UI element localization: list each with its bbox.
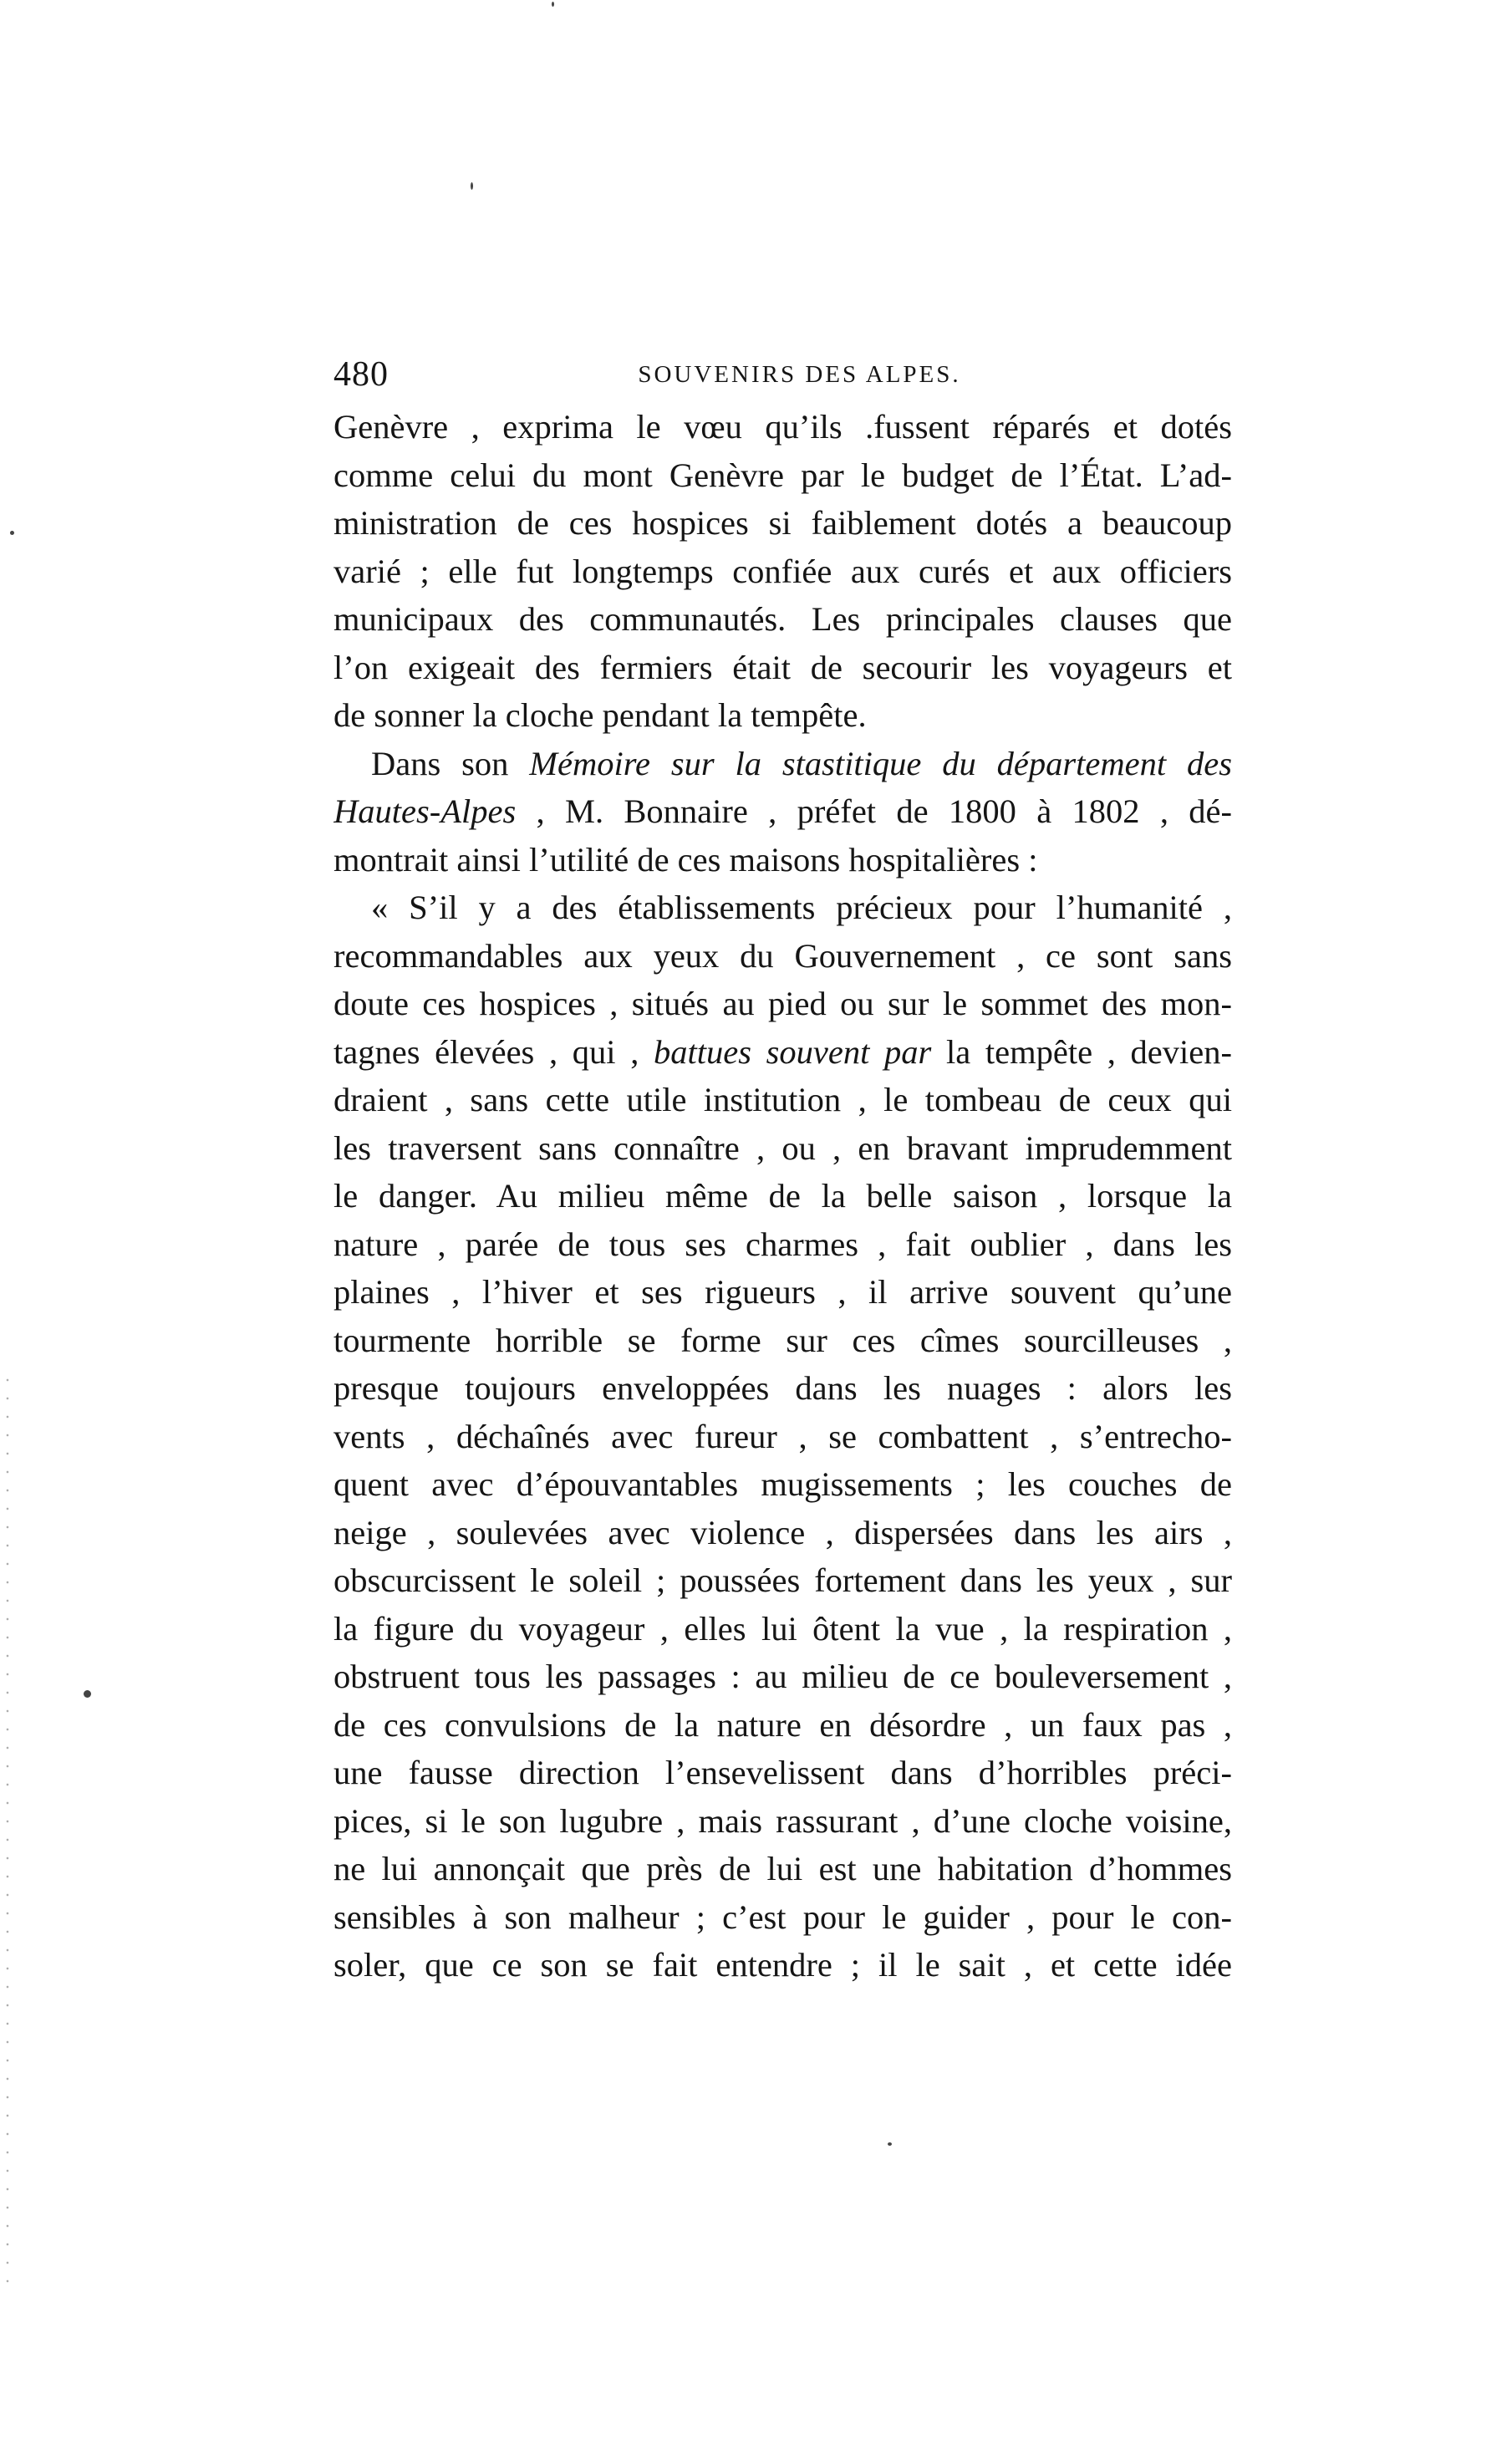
running-title: SOUVENIRS DES ALPES. xyxy=(638,361,961,388)
scan-speck xyxy=(10,531,14,535)
text-line: de ces convulsions de la nature en désordre , un faux pas , xyxy=(333,1705,1232,1744)
text-line: sensibles à son malheur ; c’est pour le guider , pour le con- xyxy=(333,1897,1232,1936)
text-line: « S’il y a des établissements précieux pour l’humanité , xyxy=(371,889,1232,926)
text-line: obscurcissent le soleil ; poussées fortement dans les yeux , sur xyxy=(333,1561,1232,1599)
text-line: tagnes élevées , qui , battues souvent par la tempête , devien- xyxy=(333,1032,1232,1071)
scan-speck xyxy=(888,2142,892,2146)
scan-speck xyxy=(471,182,473,190)
text-line: obstruent tous les passages : au milieu de ce bouleversement , xyxy=(333,1658,1232,1695)
text-line: municipaux des communautés. Les principales clauses que xyxy=(333,600,1232,638)
body-text xyxy=(333,403,1232,1989)
text-line: recommandables aux yeux du Gouvernement , ce sont sans xyxy=(333,936,1232,975)
text-line: une fausse direction l’ensevelissent dans d’horribles préci- xyxy=(333,1754,1232,1791)
page-number: 480 xyxy=(333,355,389,394)
text-line: ne lui annonçait que près de lui est une habitation d’hommes xyxy=(333,1850,1232,1887)
text-line: la figure du voyageur , elles lui ôtent la vue , la respiration , xyxy=(333,1609,1232,1648)
italic-phrase: battues souvent par xyxy=(654,1032,932,1071)
text-line: presque toujours enveloppées dans les nuages : alors les xyxy=(333,1369,1232,1407)
italic-title: Mémoire sur la stastitique du département des xyxy=(529,744,1232,782)
text-line: Hautes-Alpes , M. Bonnaire , préfet de 1800 à 1802 , dé- xyxy=(333,792,1232,830)
scan-speck xyxy=(552,2,554,7)
text-line: montrait ainsi l’utilité de ces maisons hospitalières : xyxy=(333,840,1038,879)
scan-edge-artifact xyxy=(5,1371,10,2290)
text-line: soler, que ce son se fait entendre ; il le sait , et cette idée xyxy=(333,1946,1232,1984)
text-line: les traversent sans connaître , ou , en bravant imprudemment xyxy=(333,1128,1232,1167)
text-line: neige , soulevées avec violence , dispersées dans les airs , xyxy=(333,1513,1232,1551)
text-line: le danger. Au milieu même de la belle saison , lorsque la xyxy=(333,1177,1232,1215)
text-line: vents , déchaînés avec fureur , se combattent , s’entrecho- xyxy=(333,1417,1232,1455)
italic-title: Hautes-Alpes xyxy=(333,792,517,830)
text-line: pices, si le son lugubre , mais rassurant , d’une cloche voisine, xyxy=(333,1801,1232,1840)
page-header xyxy=(333,349,1232,400)
text-line: comme celui du mont Genèvre par le budget de l’État. L’ad- xyxy=(333,456,1232,494)
text-line: Dans son Mémoire sur la stastitique du département des xyxy=(371,744,1232,782)
text-line: ministration de ces hospices si faiblement dotés a beaucoup xyxy=(333,504,1232,542)
scan-speck xyxy=(84,1690,91,1698)
text-line: l’on exigeait des fermiers était de secourir les voyageurs et xyxy=(333,648,1232,686)
text-line: nature , parée de tous ses charmes , fait oublier , dans les xyxy=(333,1225,1232,1263)
text-line: doute ces hospices , situés au pied ou sur le sommet des mon- xyxy=(333,985,1232,1022)
text-line: tourmente horrible se forme sur ces cîmes sourcilleuses , xyxy=(333,1321,1232,1359)
text-line: draient , sans cette utile institution , le tombeau de ceux qui xyxy=(333,1081,1232,1118)
text-line: plaines , l’hiver et ses rigueurs , il arrive souvent qu’une xyxy=(333,1273,1232,1311)
text-line: Genèvre , exprima le vœu qu’ils .fussent réparés et dotés xyxy=(333,408,1232,446)
text-line: quent avec d’épouvantables mugissements ; les couches de xyxy=(333,1465,1232,1503)
text-line: varié ; elle fut longtemps confiée aux curés et aux officiers xyxy=(333,552,1232,590)
text-line: de sonner la cloche pendant la tempête. xyxy=(333,696,867,734)
